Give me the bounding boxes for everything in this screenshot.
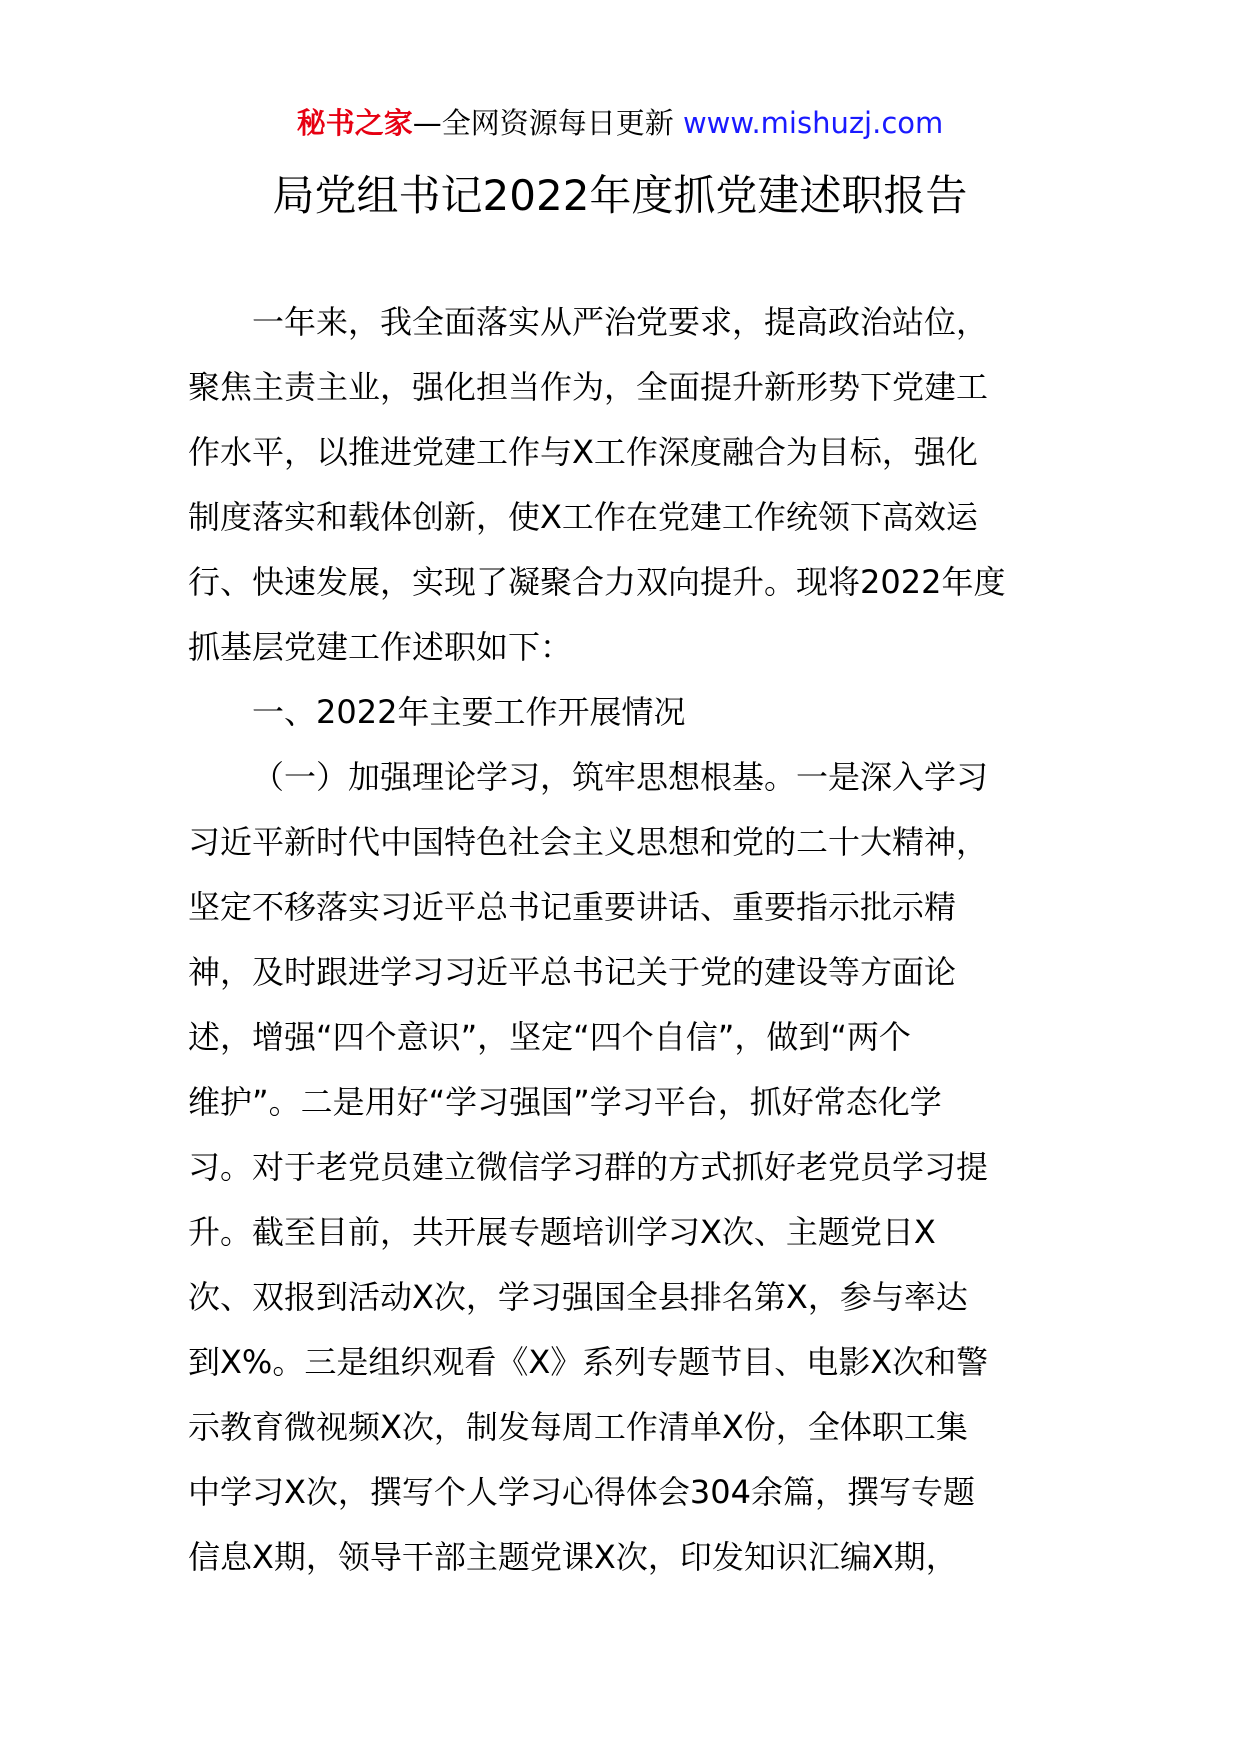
paragraph-line: 神，及时跟进学习习近平总书记关于党的建设等方面论 <box>188 953 957 991</box>
paragraph-line: 述，增强“四个意识”，坚定“四个自信”，做到“两个 <box>188 1018 911 1056</box>
section-heading: 一、2022年主要工作开展情况 <box>252 693 686 731</box>
paragraph-line: 聚焦主责主业，强化担当作为，全面提升新形势下党建工 <box>188 368 989 406</box>
paragraph-line: 信息X期，领导干部主题党课X次，印发知识汇编X期， <box>188 1538 958 1576</box>
paragraph-line: 习。对于老党员建立微信学习群的方式抓好老党员学习提 <box>188 1148 989 1186</box>
site-header <box>0 103 1240 143</box>
document-body <box>188 290 1058 1590</box>
paragraph-line: 升。截至目前，共开展专题培训学习X次、主题党日X <box>188 1213 936 1251</box>
paragraph-line: 示教育微视频X次，制发每周工作清单X份，全体职工集 <box>188 1408 968 1446</box>
paragraph-line: 制度落实和载体创新，使X工作在党建工作统领下高效运 <box>188 498 978 536</box>
paragraph-line: （一）加强理论学习，筑牢思想根基。一是深入学习 <box>252 758 989 796</box>
paragraph-line: 抓基层党建工作述职如下： <box>188 628 573 666</box>
paragraph-line: 作水平，以推进党建工作与X工作深度融合为目标，强化 <box>188 433 978 471</box>
paragraph-line: 维护”。二是用好“学习强国”学习平台，抓好常态化学 <box>188 1083 942 1121</box>
header-tagline: —全网资源每日更新 <box>412 106 683 140</box>
brand-name: 秘书之家 <box>296 106 413 140</box>
site-url-link[interactable]: www.mishuzj.com <box>682 106 944 140</box>
paragraph-line: 坚定不移落实习近平总书记重要讲话、重要指示批示精 <box>188 888 957 926</box>
paragraph-line: 习近平新时代中国特色社会主义思想和党的二十大精神， <box>188 823 989 861</box>
paragraph-line: 中学习X次，撰写个人学习心得体会304余篇，撰写专题 <box>188 1473 976 1511</box>
document-title: 局党组书记2022年度抓党建述职报告 <box>272 171 968 220</box>
paragraph-line: 次、双报到活动X次，学习强国全县排名第X，参与率达 <box>188 1278 968 1316</box>
paragraph-line: 行、快速发展，实现了凝聚合力双向提升。现将2022年度 <box>188 563 1006 601</box>
paragraph-line: 一年来，我全面落实从严治党要求，提高政治站位， <box>252 303 989 341</box>
paragraph-line: 到X%。三是组织观看《X》系列专题节目、电影X次和警 <box>188 1343 989 1381</box>
